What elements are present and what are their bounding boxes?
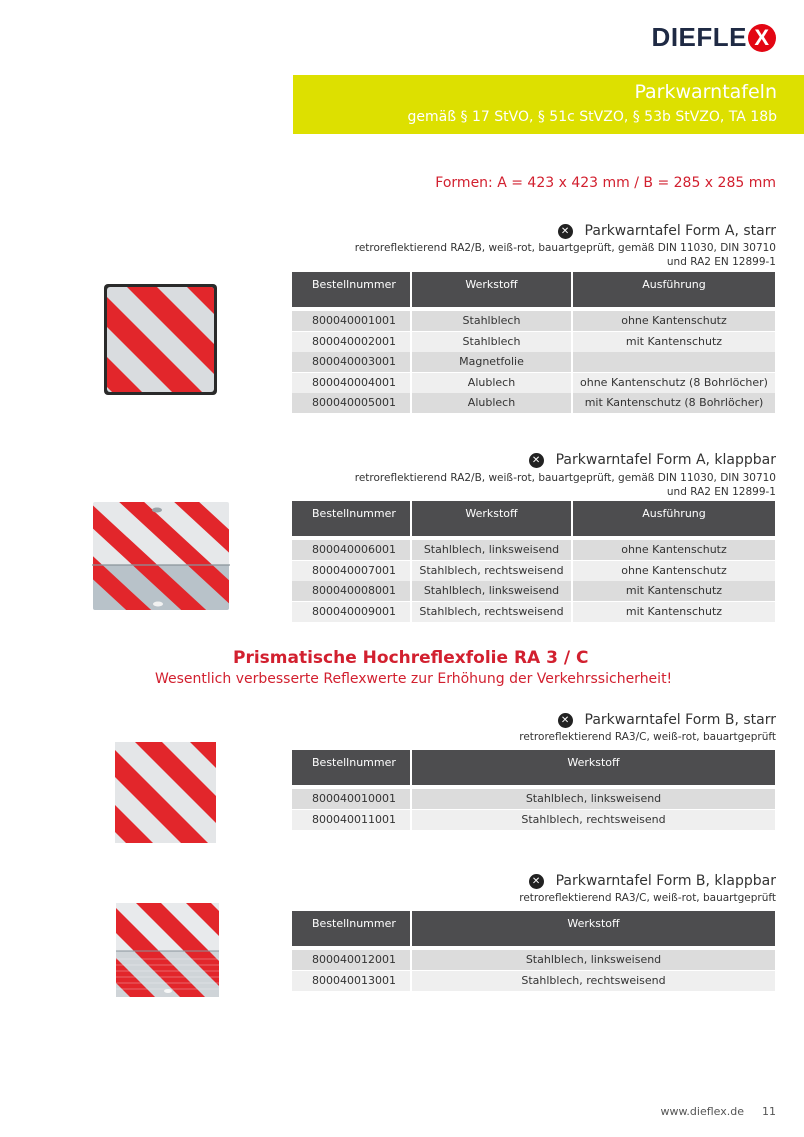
subtitle-line: und RA2 EN 12899-1 <box>666 486 776 498</box>
product-x-icon: ✕ <box>529 874 544 889</box>
section-subtitle <box>519 730 776 744</box>
column-header: Ausführung <box>573 272 775 307</box>
page-footer <box>642 1105 776 1118</box>
cell-version: ohne Kantenschutz <box>573 561 775 581</box>
banner-subtitle: gemäß § 17 StVO, § 51c StVZO, § 53b StVZO, TA 18b <box>407 109 777 125</box>
cell-order-number: 800040013001 <box>292 971 410 991</box>
page-number: 11 <box>762 1105 776 1118</box>
table-row <box>292 789 775 809</box>
cell-order-number: 800040001001 <box>292 311 410 331</box>
column-header: Bestellnummer <box>292 272 410 307</box>
section-title-text: Parkwarntafel Form A, starr <box>584 223 776 239</box>
table-row <box>292 311 775 331</box>
cell-material: Stahlblech, rechtsweisend <box>412 561 571 581</box>
cell-version: mit Kantenschutz <box>573 602 775 622</box>
logo-x-mark: X <box>748 24 776 52</box>
column-header: Bestellnummer <box>292 911 410 946</box>
cell-material: Stahlblech, linksweisend <box>412 540 571 560</box>
cell-version: ohne Kantenschutz <box>573 311 775 331</box>
cell-version: mit Kantenschutz <box>573 332 775 352</box>
cell-material: Magnetfolie <box>412 352 571 372</box>
sign-form-a-klappbar-image <box>92 500 230 612</box>
table-row <box>292 810 775 830</box>
subtitle-line: retroreflektierend RA2/B, weiß-rot, bauartgeprüft, gemäß DIN 11030, DIN 30710 <box>354 472 776 484</box>
cell-version: mit Kantenschutz <box>573 581 775 601</box>
cell-material: Stahlblech, rechtsweisend <box>412 810 775 830</box>
section-title-form-a-klappbar <box>529 452 776 468</box>
section-title-text: Parkwarntafel Form A, klappbar <box>555 452 776 468</box>
cell-version: ohne Kantenschutz (8 Bohrlöcher) <box>573 373 775 393</box>
table-row <box>292 971 775 991</box>
cell-order-number: 800040009001 <box>292 602 410 622</box>
banner-title: Parkwarntafeln <box>634 81 777 103</box>
sign-form-a-starr-image <box>104 284 217 395</box>
section-title-form-b-starr <box>558 712 776 728</box>
cell-material: Stahlblech <box>412 311 571 331</box>
cell-order-number: 800040012001 <box>292 950 410 970</box>
table-header <box>292 911 775 946</box>
footer-url[interactable]: www.dieflex.de <box>660 1105 744 1118</box>
cell-order-number: 800040004001 <box>292 373 410 393</box>
cell-version: ohne Kantenschutz <box>573 540 775 560</box>
prism-headline: Prismatische Hochreflexfolie RA 3 / C <box>233 648 589 668</box>
formen-text: Formen: A = 423 x 423 mm / B = 285 x 285 mm <box>435 175 776 191</box>
product-x-icon: ✕ <box>558 713 573 728</box>
cell-material: Stahlblech, linksweisend <box>412 950 775 970</box>
column-header: Werkstoff <box>412 272 571 307</box>
cell-order-number: 800040003001 <box>292 352 410 372</box>
table-form-b-starr <box>292 750 775 830</box>
section-title-form-a-starr <box>558 223 776 239</box>
cell-material: Stahlblech, linksweisend <box>412 789 775 809</box>
sign-form-b-starr-image <box>115 742 216 843</box>
table-row <box>292 561 775 581</box>
cell-material: Stahlblech, rechtsweisend <box>412 602 571 622</box>
prism-subheadline: Wesentlich verbesserte Reflexwerte zur Erhöhung der Verkehrssicherheit! <box>155 671 673 687</box>
cell-order-number: 800040002001 <box>292 332 410 352</box>
cell-material: Alublech <box>412 373 571 393</box>
section-subtitle <box>355 471 776 499</box>
title-banner <box>293 75 804 134</box>
column-header: Bestellnummer <box>292 750 410 785</box>
subtitle-line: retroreflektierend RA3/C, weiß-rot, bauartgeprüft <box>519 892 776 904</box>
table-row <box>292 332 775 352</box>
cell-material: Stahlblech, rechtsweisend <box>412 971 775 991</box>
table-row <box>292 352 775 372</box>
subtitle-line: retroreflektierend RA2/B, weiß-rot, bauartgeprüft, gemäß DIN 11030, DIN 30710 <box>354 242 776 254</box>
cell-version <box>573 352 775 372</box>
column-header: Werkstoff <box>412 501 571 536</box>
section-subtitle <box>355 241 776 269</box>
table-form-a-klappbar <box>292 501 775 622</box>
section-title-form-b-klappbar <box>529 873 776 889</box>
cell-version: mit Kantenschutz (8 Bohrlöcher) <box>573 393 775 413</box>
column-header: Bestellnummer <box>292 501 410 536</box>
column-header: Werkstoff <box>412 911 775 946</box>
section-title-text: Parkwarntafel Form B, klappbar <box>555 873 776 889</box>
table-row <box>292 393 775 413</box>
logo-text: DIEFLE <box>651 22 747 52</box>
table-header <box>292 750 775 785</box>
cell-order-number: 800040005001 <box>292 393 410 413</box>
table-row <box>292 540 775 560</box>
cell-order-number: 800040010001 <box>292 789 410 809</box>
column-header: Werkstoff <box>412 750 775 785</box>
cell-material: Stahlblech <box>412 332 571 352</box>
table-row <box>292 602 775 622</box>
table-row <box>292 950 775 970</box>
column-header: Ausführung <box>573 501 775 536</box>
cell-order-number: 800040011001 <box>292 810 410 830</box>
subtitle-line: und RA2 EN 12899-1 <box>666 256 776 268</box>
section-subtitle <box>519 891 776 905</box>
dieflex-logo <box>652 22 776 53</box>
subtitle-line: retroreflektierend RA3/C, weiß-rot, bauartgeprüft <box>519 731 776 743</box>
section-title-text: Parkwarntafel Form B, starr <box>584 712 776 728</box>
cell-material: Stahlblech, linksweisend <box>412 581 571 601</box>
product-x-icon: ✕ <box>529 453 544 468</box>
cell-material: Alublech <box>412 393 571 413</box>
table-row <box>292 373 775 393</box>
cell-order-number: 800040007001 <box>292 561 410 581</box>
table-form-b-klappbar <box>292 911 775 991</box>
table-row <box>292 581 775 601</box>
product-x-icon: ✕ <box>558 224 573 239</box>
table-form-a-starr <box>292 272 775 414</box>
sign-form-b-klappbar-image <box>116 903 219 997</box>
table-header <box>292 501 775 536</box>
table-header <box>292 272 775 307</box>
cell-order-number: 800040006001 <box>292 540 410 560</box>
cell-order-number: 800040008001 <box>292 581 410 601</box>
